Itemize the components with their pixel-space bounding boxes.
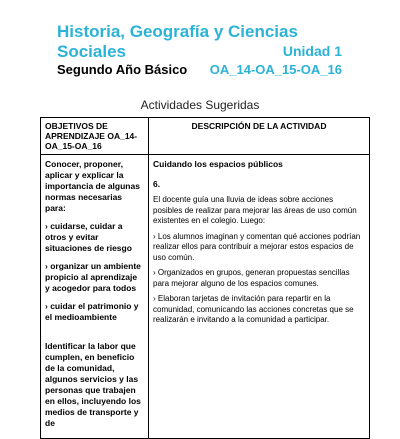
activity-header: DESCRIPCIÓN DE LA ACTIVIDAD xyxy=(149,118,370,155)
objectives-header: OBJETIVOS DE APRENDIZAJE OA_14-OA_15-OA_16 xyxy=(41,118,149,155)
objectives-second: Identificar la labor que cumplen, en beneficio de la comunidad, algunos servicios y las personas que trabajen en ellos, incluyendo los medios de transporte y de xyxy=(45,341,141,428)
table-row xyxy=(41,155,370,439)
activity-intro: El docente guía una lluvia de ideas sobre acciones posibles de realizar para mejorar las áreas de uso común existentes en el colegio. Luego: xyxy=(153,195,357,225)
activities-table xyxy=(40,117,370,439)
unit-label: Unidad 1 xyxy=(282,43,342,59)
objectives-intro: Conocer, proponer, aplicar y explicar la importancia de algunas normas necesarias para: xyxy=(45,159,140,213)
activity-cell xyxy=(149,155,370,439)
page-title: Historia, Geografía y Ciencias Sociales xyxy=(57,22,298,61)
objective-bullet: › organizar un ambiente propicio al aprendizaje y acogedor para todos xyxy=(45,261,141,293)
oa-codes: OA_14-OA_15-OA_16 xyxy=(209,62,342,77)
objectives-cell xyxy=(41,155,149,439)
activity-title: Cuidando los espacios públicos xyxy=(153,159,283,169)
activity-step: › Elaboran tarjetas de invitación para repartir en la comunidad, comunicando las acciones concretas que se realizarán e invitando a la comunidad a participar. xyxy=(153,294,354,324)
activity-step: › Los alumnos imaginan y comentan qué acciones podrían realizar ellos para contribuir a mejorar estos espacios de uso común. xyxy=(153,231,361,262)
table-header-row xyxy=(41,118,370,155)
activity-number: 6. xyxy=(153,178,161,189)
section-title: Actividades Sugeridas xyxy=(140,98,260,112)
objective-bullet: › cuidarse, cuidar a otros y evitar situaciones de riesgo xyxy=(45,221,132,253)
grade-label: Segundo Año Básico xyxy=(57,62,188,77)
activity-step: › Organizados en grupos, generan propuestas sencillas para mejorar alguno de los espacios comunes. xyxy=(153,268,350,288)
objective-bullet: › cuidar el patrimonio y el medioambiente xyxy=(45,301,139,322)
